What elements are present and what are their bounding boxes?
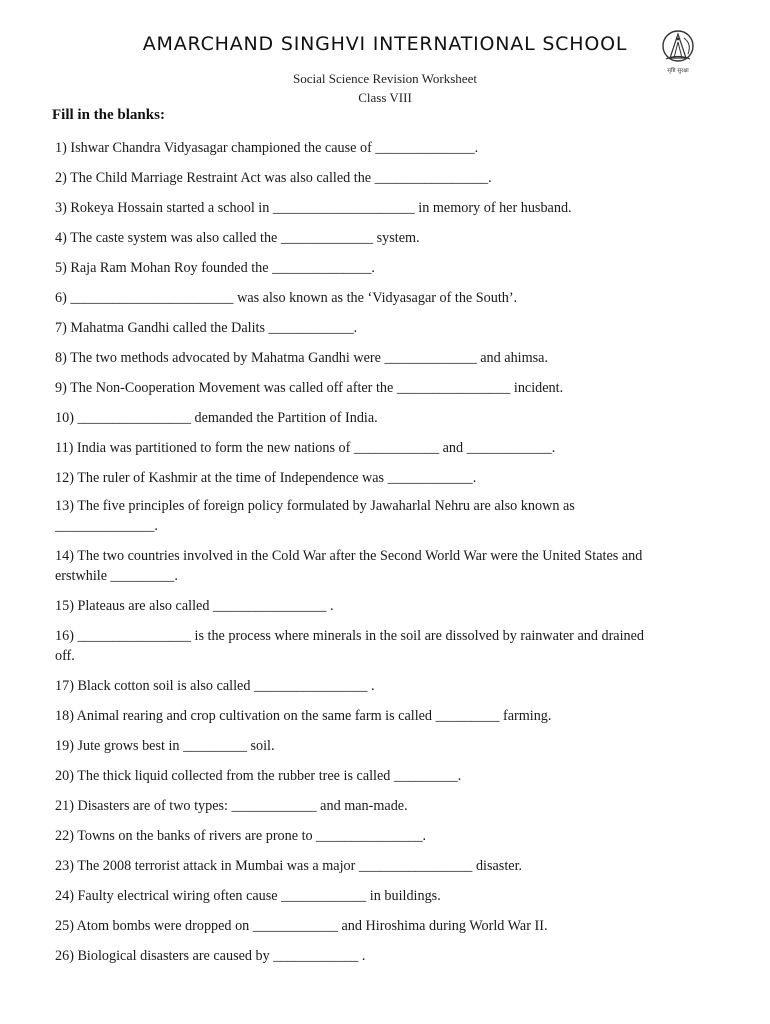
question-item: 22) Towns on the banks of rivers are prone to _______________. — [55, 828, 427, 844]
question-item: 23) The 2008 terrorist attack in Mumbai was a major ________________ disaster. — [55, 858, 523, 874]
question-item: 19) Jute grows best in _________ soil. — [55, 738, 275, 754]
question-item: 3) Rokeya Hossain started a school in ____________________ in memory of her husband. — [55, 200, 572, 216]
question-item: 16) ________________ is the process where minerals in the soil are dissolved by rainwater and drained off. — [55, 628, 645, 664]
question-item: 4) The caste system was also called the _____________ system. — [55, 230, 420, 246]
question-item: 24) Faulty electrical wiring often cause ____________ in buildings. — [55, 888, 441, 904]
question-item: 2) The Child Marriage Restraint Act was also called the ________________. — [55, 170, 492, 186]
question-item: 10) ________________ demanded the Partition of India. — [55, 410, 378, 426]
question-item: 8) The two methods advocated by Mahatma Gandhi were _____________ and ahimsa. — [55, 350, 549, 366]
question-item: 14) The two countries involved in the Cold War after the Second World War were the United States and erstwhile _________. — [55, 548, 643, 584]
question-item: 21) Disasters are of two types: ____________ and man-made. — [55, 798, 408, 814]
worksheet-title: Social Science Revision Worksheet — [293, 71, 477, 86]
question-item: 12) The ruler of Kashmir at the time of Independence was ____________. — [55, 470, 477, 486]
question-item: 7) Mahatma Gandhi called the Dalits ____________. — [55, 320, 358, 336]
class-label: Class VIII — [358, 90, 412, 105]
section-heading: Fill in the blanks: — [52, 107, 165, 123]
question-item: 25) Atom bombs were dropped on ____________ and Hiroshima during World War II. — [55, 918, 548, 934]
question-item: 26) Biological disasters are caused by ____________ . — [55, 948, 366, 964]
school-emblem-icon — [654, 28, 702, 68]
question-item: 13) The five principles of foreign policy formulated by Jawaharlal Nehru are also known as ______________. — [55, 498, 575, 534]
question-item: 6) _______________________ was also known as the ‘Vidyasagar of the South’. — [55, 290, 518, 306]
question-item: 1) Ishwar Chandra Vidyasagar championed the cause of ______________. — [55, 140, 479, 156]
question-item: 20) The thick liquid collected from the rubber tree is called _________. — [55, 768, 462, 784]
school-name: AMARCHAND SINGHVI INTERNATIONAL SCHOOL — [142, 33, 628, 55]
question-item: 11) India was partitioned to form the new nations of ____________ and ____________. — [55, 440, 556, 456]
question-item: 9) The Non-Cooperation Movement was called off after the ________________ incident. — [55, 380, 564, 396]
question-item: 5) Raja Ram Mohan Roy founded the ______________. — [55, 260, 375, 276]
question-item: 15) Plateaus are also called ________________ . — [55, 598, 334, 614]
question-item: 18) Animal rearing and crop cultivation on the same farm is called _________ farming. — [55, 708, 552, 724]
logo-caption: सृष्टि सुरक्षा — [667, 68, 689, 74]
question-item: 17) Black cotton soil is also called ________________ . — [55, 678, 375, 694]
